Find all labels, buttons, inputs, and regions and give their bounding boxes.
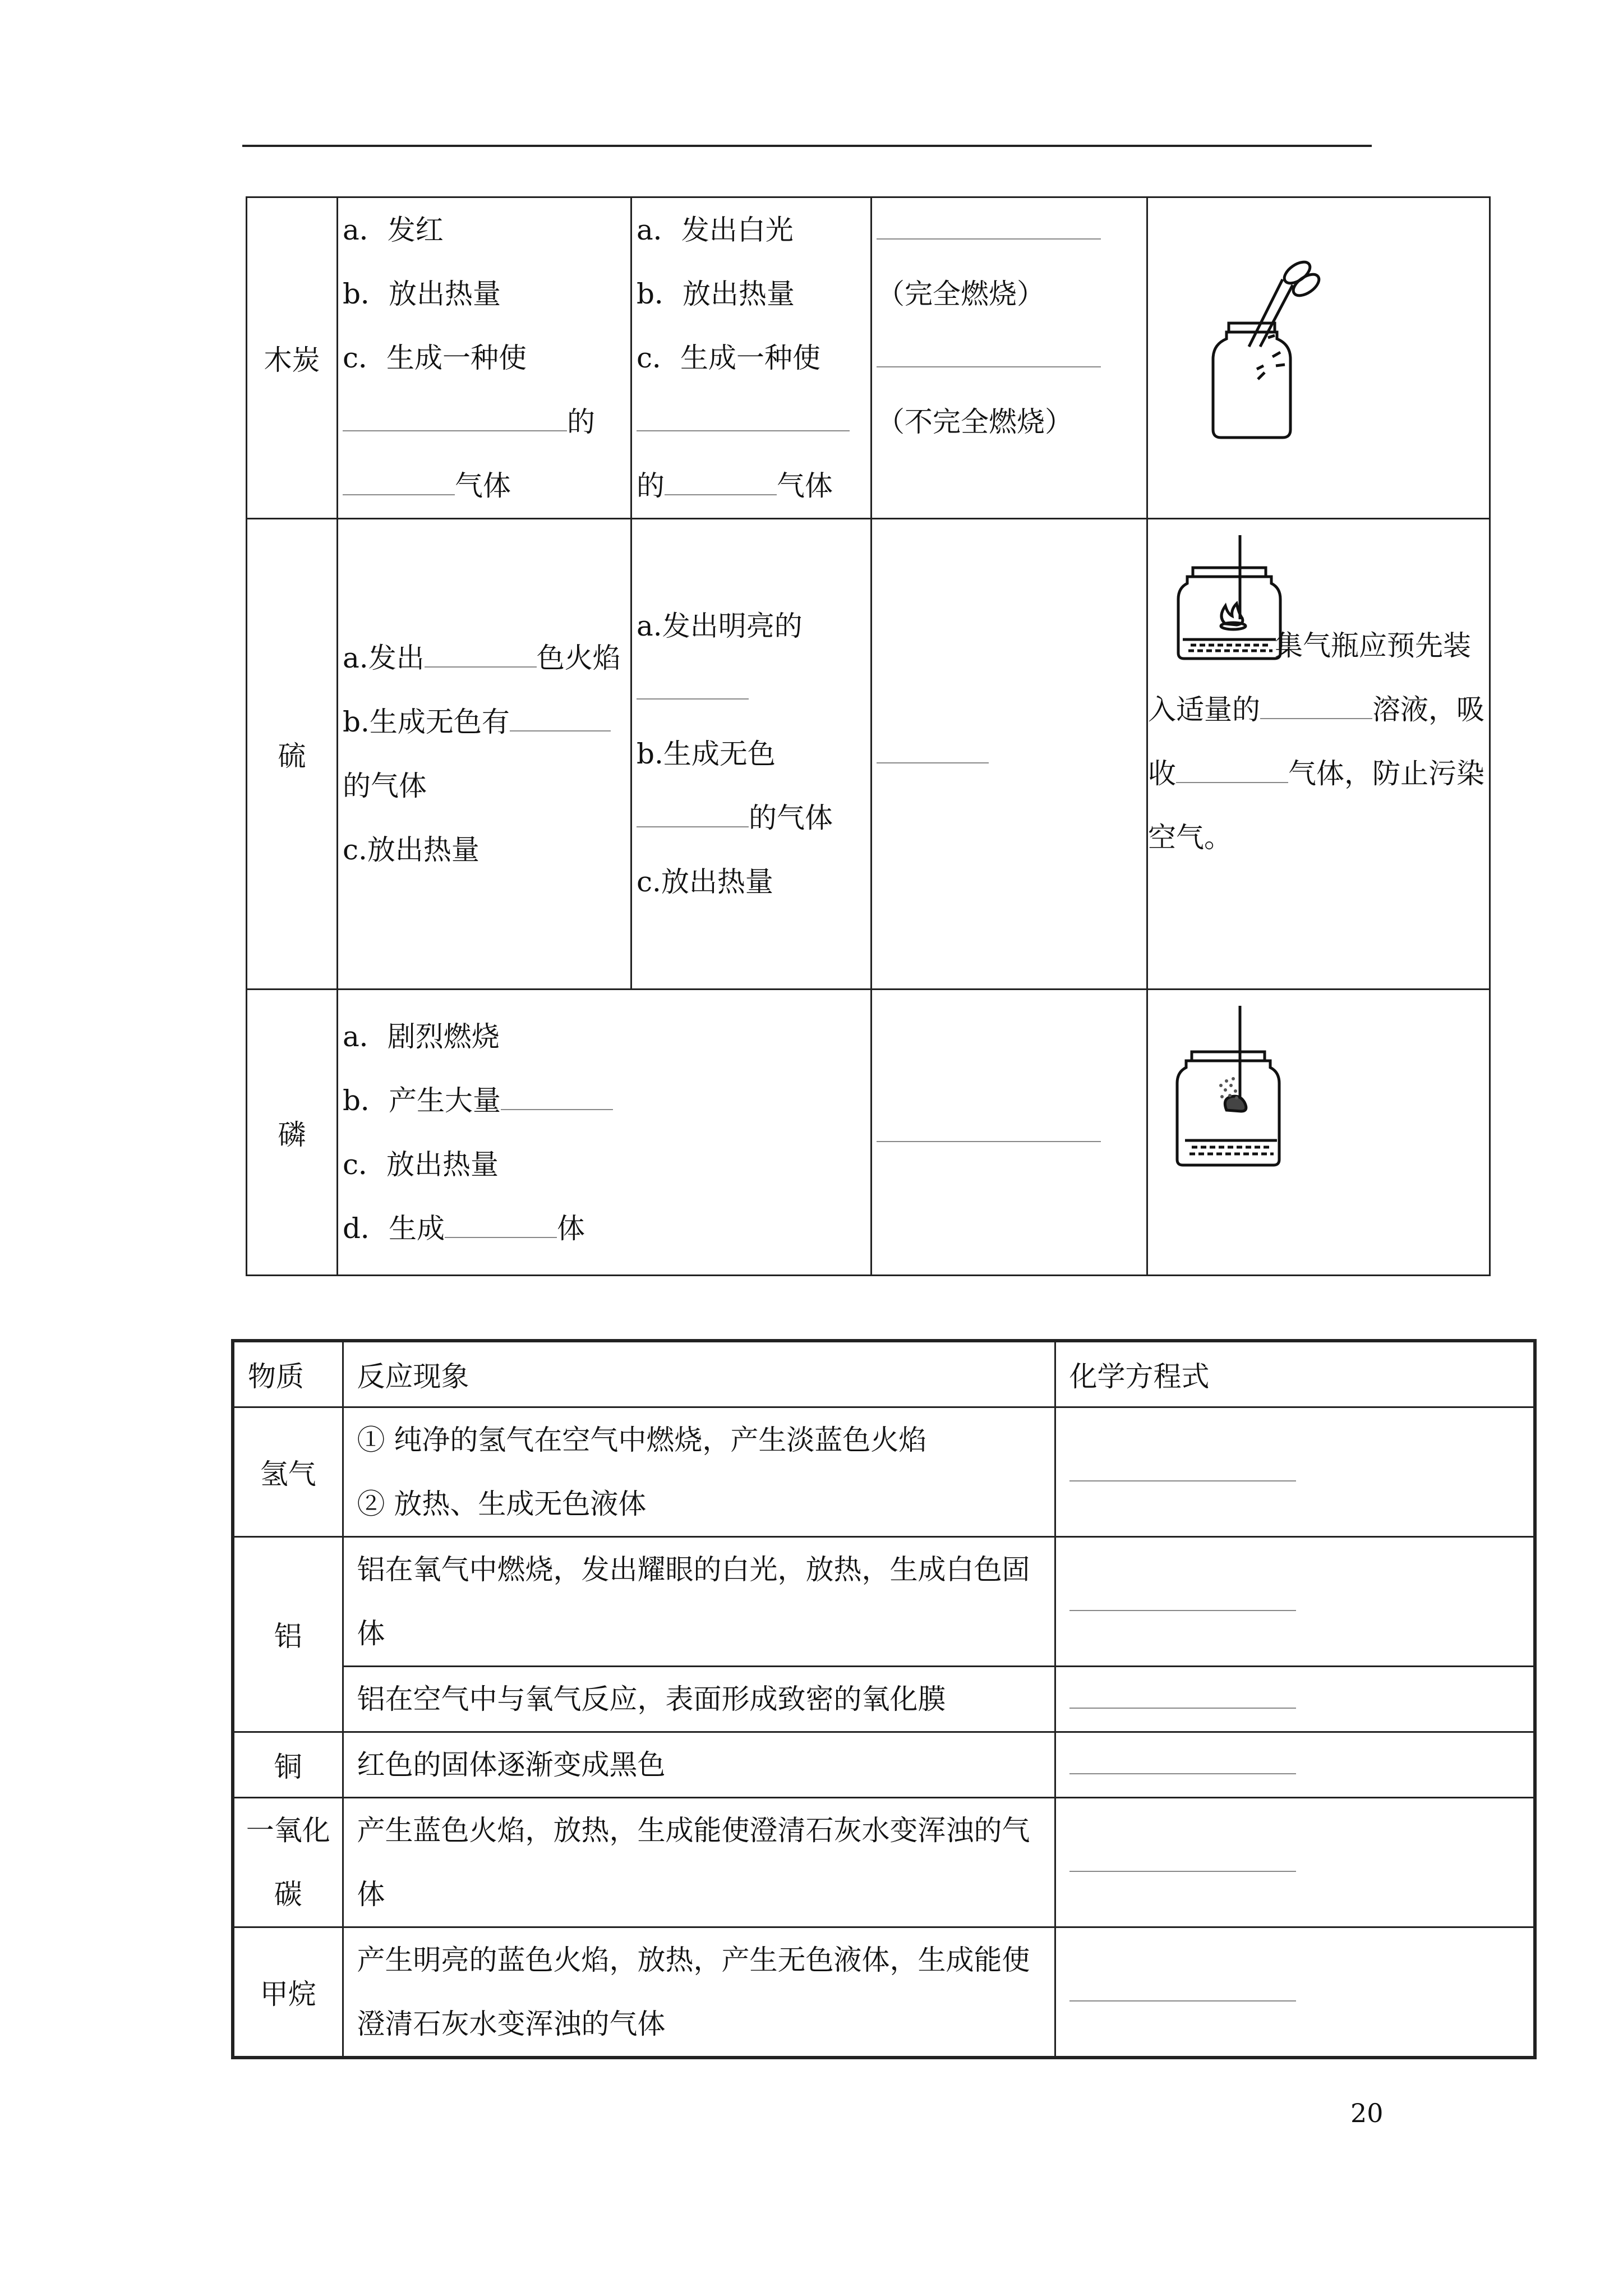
- list-item: 色火焰: [536, 642, 621, 674]
- phenomena-in-oxygen: [631, 197, 872, 519]
- gas-jar-tongs-figure: [1148, 201, 1489, 515]
- table-header-row: [233, 1341, 1535, 1407]
- list-item: c．生成一种使: [637, 342, 821, 374]
- answer-blank[interactable]: [1260, 693, 1372, 719]
- note-text: 溶液，吸: [1372, 693, 1484, 726]
- substance-name-line: 一氧化: [246, 1814, 330, 1847]
- apparatus-note-sulfur: [1147, 519, 1490, 990]
- note-text: 入适量的: [1148, 693, 1260, 726]
- answer-blank[interactable]: [425, 641, 537, 668]
- list-item: c.放出热量: [343, 834, 479, 866]
- list-item: d．生成: [343, 1212, 445, 1245]
- equation-blank[interactable]: [877, 341, 1101, 367]
- equation-blank[interactable]: [1069, 1708, 1296, 1709]
- list-item: a.发出: [343, 642, 425, 674]
- list-item: b．放出热量: [637, 278, 795, 310]
- substance-name: 氢气: [233, 1407, 343, 1536]
- phenomena-in-air: [338, 519, 631, 990]
- list-item: 的气体: [343, 770, 427, 802]
- equation-blank[interactable]: [1069, 2000, 1296, 2001]
- list-item: b.生成无色有: [343, 706, 510, 738]
- list-item: 的: [637, 470, 665, 502]
- gas-jar-phosphorus-figure: [1172, 1000, 1295, 1180]
- answer-blank[interactable]: [637, 673, 749, 700]
- table-row: [233, 1666, 1535, 1732]
- equation-blank[interactable]: [1069, 1610, 1296, 1611]
- list-item: 气体: [455, 470, 511, 502]
- equation-blank[interactable]: [1069, 1773, 1296, 1774]
- substance-name: 甲烷: [233, 1927, 343, 2058]
- table-row: [233, 1407, 1535, 1536]
- equation-blank[interactable]: [877, 737, 989, 763]
- substance-name: 铜: [233, 1732, 343, 1797]
- apparatus-figure-phosphorus: [1147, 990, 1490, 1276]
- note-text: 收: [1148, 757, 1176, 790]
- phenomenon-cell: [343, 1927, 1055, 2058]
- table-row: [233, 1536, 1535, 1666]
- note-text: 集气瓶应预先装: [1275, 629, 1471, 662]
- note-text: 气体，防止污染: [1288, 757, 1484, 790]
- list-item: （不完全燃烧）: [877, 406, 1073, 438]
- page-number: 20: [1350, 2098, 1384, 2128]
- phenomenon-text: ② 放热、生成无色液体: [357, 1487, 647, 1520]
- substance-name: 硫: [247, 519, 338, 990]
- reaction-table: [231, 1339, 1537, 2059]
- table-row: [233, 1797, 1535, 1927]
- phenomenon-text: 铝在氧气中燃烧，发出耀眼的白光，放热，生成白色固: [357, 1553, 1030, 1586]
- list-item: 体: [557, 1212, 585, 1245]
- substance-name-line: 碳: [274, 1878, 302, 1911]
- table-row: [233, 1732, 1535, 1797]
- list-item: 的: [567, 406, 595, 438]
- equation-cell: [1055, 1536, 1535, 1666]
- list-item: 的气体: [749, 802, 833, 834]
- phenomenon-text: 红色的固体逐渐变成黑色: [357, 1748, 666, 1781]
- apparatus-figure-charcoal: [1147, 197, 1490, 519]
- list-item: a．剧烈燃烧: [343, 1020, 500, 1053]
- answer-blank[interactable]: [510, 705, 611, 731]
- equation-cell: [1055, 1797, 1535, 1927]
- phenomenon-text: 产生明亮的蓝色火焰，放热，产生无色液体，生成能使: [357, 1943, 1030, 1976]
- phenomenon-cell: [343, 1407, 1055, 1536]
- list-item: b.生成无色: [637, 738, 776, 770]
- list-item: b．放出热量: [343, 278, 501, 310]
- list-item: a.发出明亮的: [637, 610, 803, 642]
- answer-blank[interactable]: [343, 405, 567, 431]
- phenomenon-text: 澄清石灰水变浑浊的气体: [357, 2007, 666, 2040]
- list-item: a．发红: [343, 214, 444, 246]
- equation-cell: [872, 990, 1147, 1276]
- equation-blank[interactable]: [877, 1116, 1101, 1142]
- phenomenon-text: 产生蓝色火焰，放热，生成能使澄清石灰水变浑浊的气: [357, 1814, 1030, 1847]
- column-header: 反应现象: [343, 1341, 1055, 1407]
- phenomenon-text: 铝在空气中与氧气反应，表面形成致密的氧化膜: [357, 1682, 946, 1715]
- equation-cell: [1055, 1407, 1535, 1536]
- combustion-table: [246, 196, 1491, 1276]
- answer-blank[interactable]: [343, 469, 455, 495]
- phenomenon-text: 体: [357, 1878, 385, 1911]
- answer-blank[interactable]: [637, 405, 850, 431]
- note-text: 空气。: [1148, 821, 1232, 854]
- list-item: b．产生大量: [343, 1084, 501, 1117]
- answer-blank[interactable]: [445, 1212, 557, 1238]
- phenomenon-text: ① 纯净的氢气在空气中燃烧，产生淡蓝色火焰: [357, 1423, 927, 1456]
- equation-cell: [872, 197, 1147, 519]
- equation-blank[interactable]: [1069, 1871, 1296, 1872]
- list-item: 气体: [777, 470, 833, 502]
- phenomenon-cell: [343, 1797, 1055, 1927]
- equation-cell: [872, 519, 1147, 990]
- substance-name: 铝: [233, 1536, 343, 1732]
- substance-name: 木炭: [247, 197, 338, 519]
- answer-blank[interactable]: [637, 801, 749, 827]
- phenomena-in-air: [338, 197, 631, 519]
- table-row-charcoal: [247, 197, 1490, 519]
- phenomena-cell: [338, 990, 872, 1276]
- equation-cell: [1055, 1927, 1535, 2058]
- table-row-phosphorus: [247, 990, 1490, 1276]
- phenomena-in-oxygen: [631, 519, 872, 990]
- equation-blank[interactable]: [877, 213, 1101, 240]
- phenomenon-text: 体: [357, 1617, 385, 1650]
- phenomenon-cell: [343, 1536, 1055, 1666]
- substance-name: 磷: [247, 990, 338, 1276]
- list-item: （完全燃烧）: [877, 278, 1045, 310]
- list-item: c.放出热量: [637, 866, 773, 898]
- answer-blank[interactable]: [501, 1084, 613, 1110]
- list-item: c．放出热量: [343, 1148, 499, 1181]
- list-item: c．生成一种使: [343, 342, 527, 374]
- table-row-sulfur: [247, 519, 1490, 990]
- answer-blank[interactable]: [1176, 757, 1288, 783]
- table-row: [233, 1927, 1535, 2058]
- header-rule: [242, 145, 1372, 147]
- equation-cell: [1055, 1732, 1535, 1797]
- column-header: 化学方程式: [1055, 1341, 1535, 1407]
- answer-blank[interactable]: [665, 469, 777, 495]
- equation-cell: [1055, 1666, 1535, 1732]
- column-header: 物质: [233, 1341, 343, 1407]
- equation-blank[interactable]: [1069, 1480, 1296, 1481]
- phenomenon-cell: [343, 1732, 1055, 1797]
- phenomenon-cell: [343, 1666, 1055, 1732]
- substance-name: [233, 1797, 343, 1927]
- list-item: a．发出白光: [637, 214, 794, 246]
